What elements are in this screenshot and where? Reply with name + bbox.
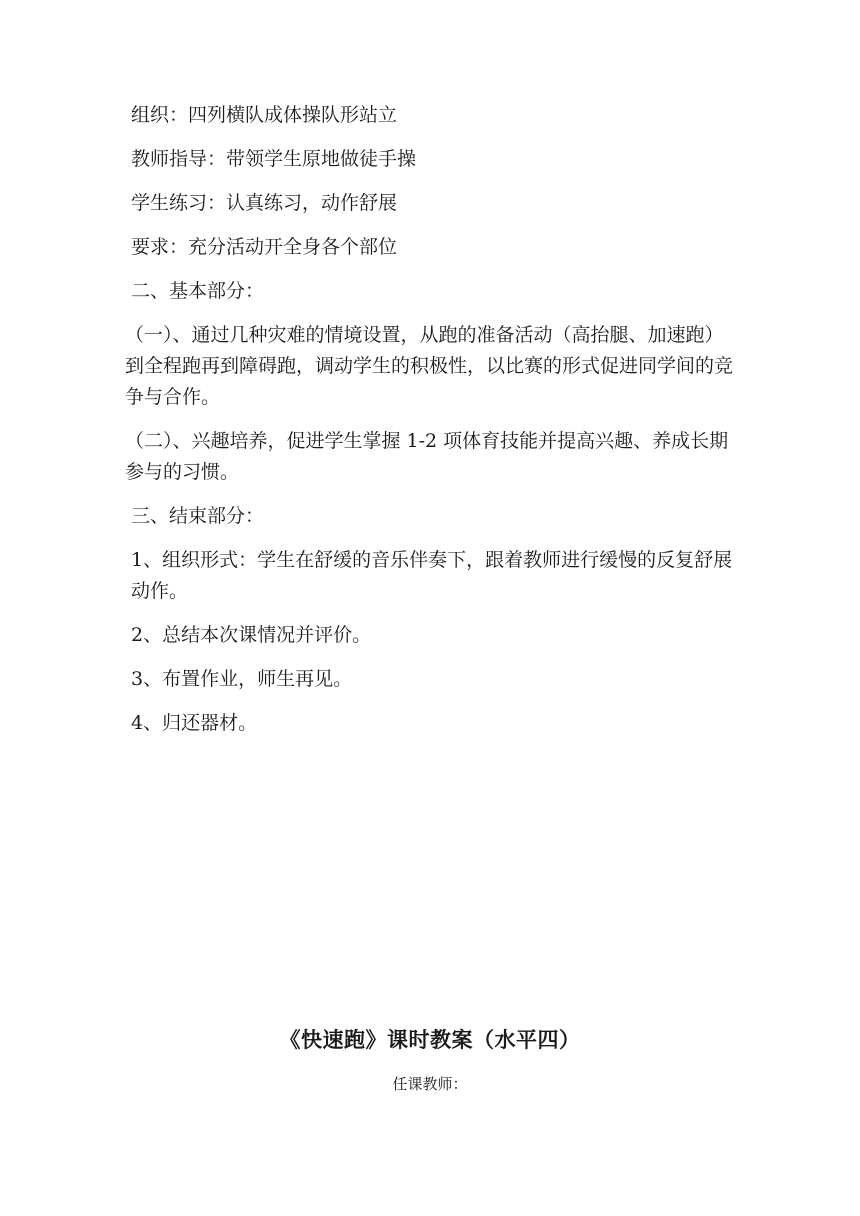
paragraph-student-practice: 学生练习：认真练习，动作舒展 [131,192,398,214]
section-heading-ending: 三、结束部分： [131,505,265,527]
paragraph-ending-item-4: 4、归还器材。 [131,712,258,734]
paragraph-requirement: 要求：充分活动开全身各个部位 [131,236,398,258]
paragraph-organization: 组织：四列横队成体操队形站立 [131,104,398,126]
paragraph-basic-item-2: （二）、兴趣培养，促进学生掌握 1-2 项体育技能并提高兴趣、养成长期参与的习惯。 [125,430,729,483]
teacher-label: 任课教师： [392,1075,468,1093]
paragraph-basic-item-1: （一）、通过几种灾难的情境设置，从跑的准备活动（高抬腿、加速跑）到全程跑再到障碍跑，调动学生的积极性，以比赛的形式促进同学间的竞争与合作。 [125,324,734,408]
section-heading-basic: 二、基本部分： [131,280,265,302]
document-body [125,100,741,752]
paragraph-ending-item-2: 2、总结本次课情况并评价。 [131,624,372,646]
paragraph-ending-item-1: 1、组织形式：学生在舒缓的音乐伴奏下，跟着教师进行缓慢的反复舒展动作。 [131,549,733,602]
lesson-title: 《快速跑》课时教案（水平四） [279,1027,581,1052]
paragraph-teacher-guidance: 教师指导：带领学生原地做徒手操 [131,148,417,170]
paragraph-ending-item-3: 3、布置作业，师生再见。 [131,668,353,690]
